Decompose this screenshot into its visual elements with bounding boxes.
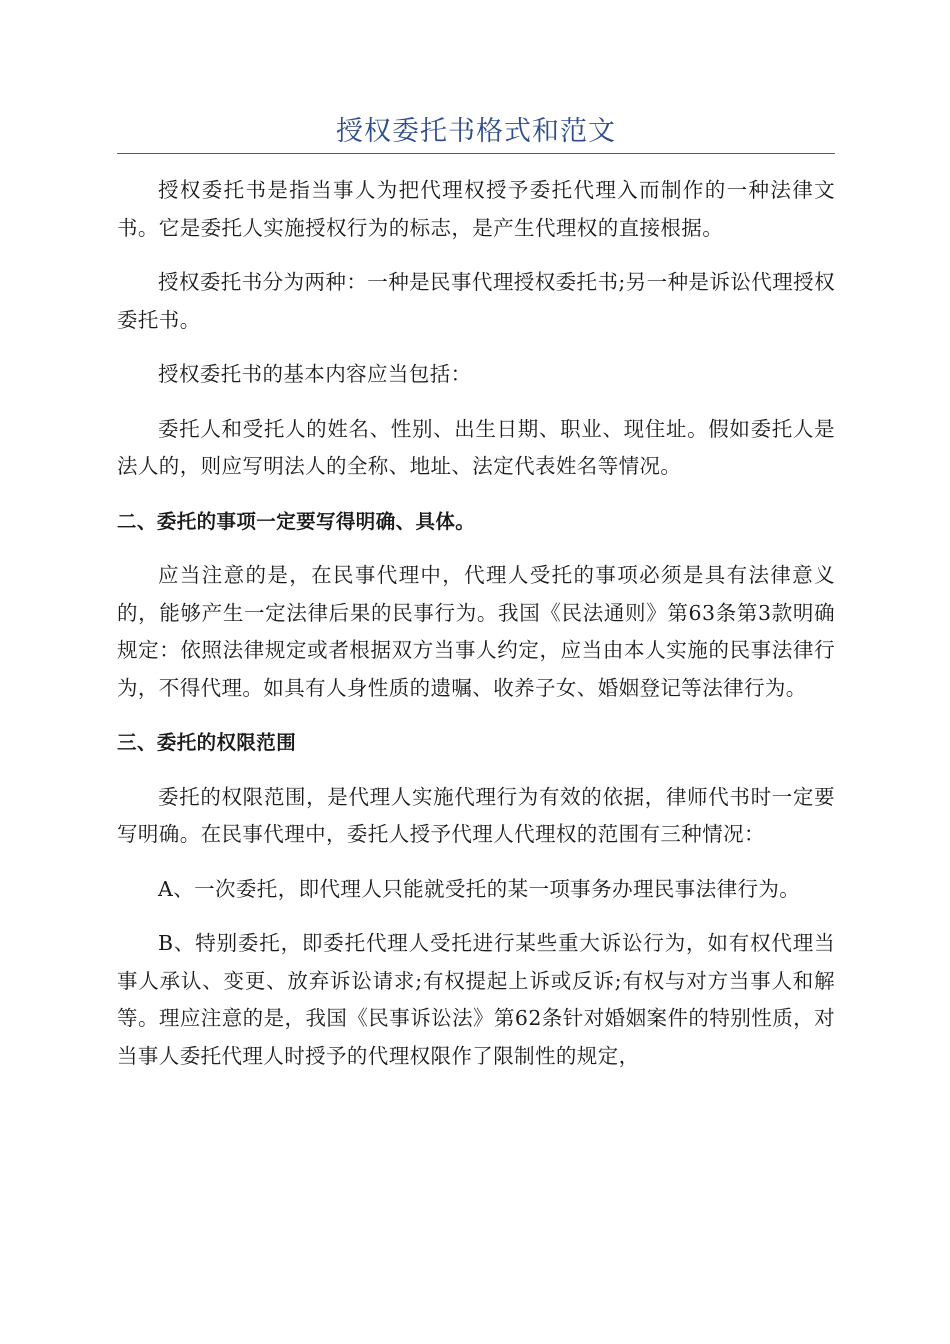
- document-page: [117, 0, 835, 1092]
- paragraph-matters: 应当注意的是，在民事代理中，代理人受托的事项必须是具有法律意义的，能够产生一定法律后果的民事行为。我国《民法通则》第63条第3款明确规定：依照法律规定或者根据双方当事人约定，应当由本人实施的民事法律行为，不得代理。如具有人身性质的遗嘱、收养子女、婚姻登记等法律行为。: [117, 563, 835, 700]
- paragraph-definition: 授权委托书是指当事人为把代理权授予委托代理入而制作的一种法律文书。它是委托人实施授权行为的标志，是产生代理权的直接根据。: [117, 178, 835, 240]
- document-title: 授权委托书格式和范文: [336, 116, 616, 147]
- paragraph-types: 授权委托书分为两种：一种是民事代理授权委托书;另一种是诉讼代理授权委托书。: [117, 270, 835, 332]
- document-body: [117, 172, 835, 1075]
- paragraph-scope-b: B、特别委托，即委托代理人受托进行某些重大诉讼行为，如有权代理当事人承认、变更、放弃诉讼请求;有权提起上诉或反诉;有权与对方当事人和解等。理应注意的是，我国《民事诉讼法》第62条针对婚姻案件的特别性质，对当事人委托代理人时授予的代理权限作了限制性的规定，: [117, 931, 835, 1068]
- paragraph-parties: 委托人和受托人的姓名、性别、出生日期、职业、现住址。假如委托人是法人的，则应写明法人的全称、地址、法定代表姓名等情况。: [117, 416, 835, 478]
- paragraph-contents-intro: 授权委托书的基本内容应当包括：: [158, 362, 472, 386]
- paragraph-scope: 委托的权限范围，是代理人实施代理行为有效的依据，律师代书时一定要写明确。在民事代理中，委托人授予代理人代理权的范围有三种情况：: [117, 784, 835, 846]
- section-heading-2: 二、委托的事项一定要写得明确、具体。: [117, 509, 476, 533]
- title-underline: [117, 153, 835, 154]
- section-heading-3: 三、委托的权限范围: [117, 731, 297, 754]
- paragraph-scope-a: A、一次委托，即代理人只能就受托的某一项事务办理民事法律行为。: [158, 876, 801, 901]
